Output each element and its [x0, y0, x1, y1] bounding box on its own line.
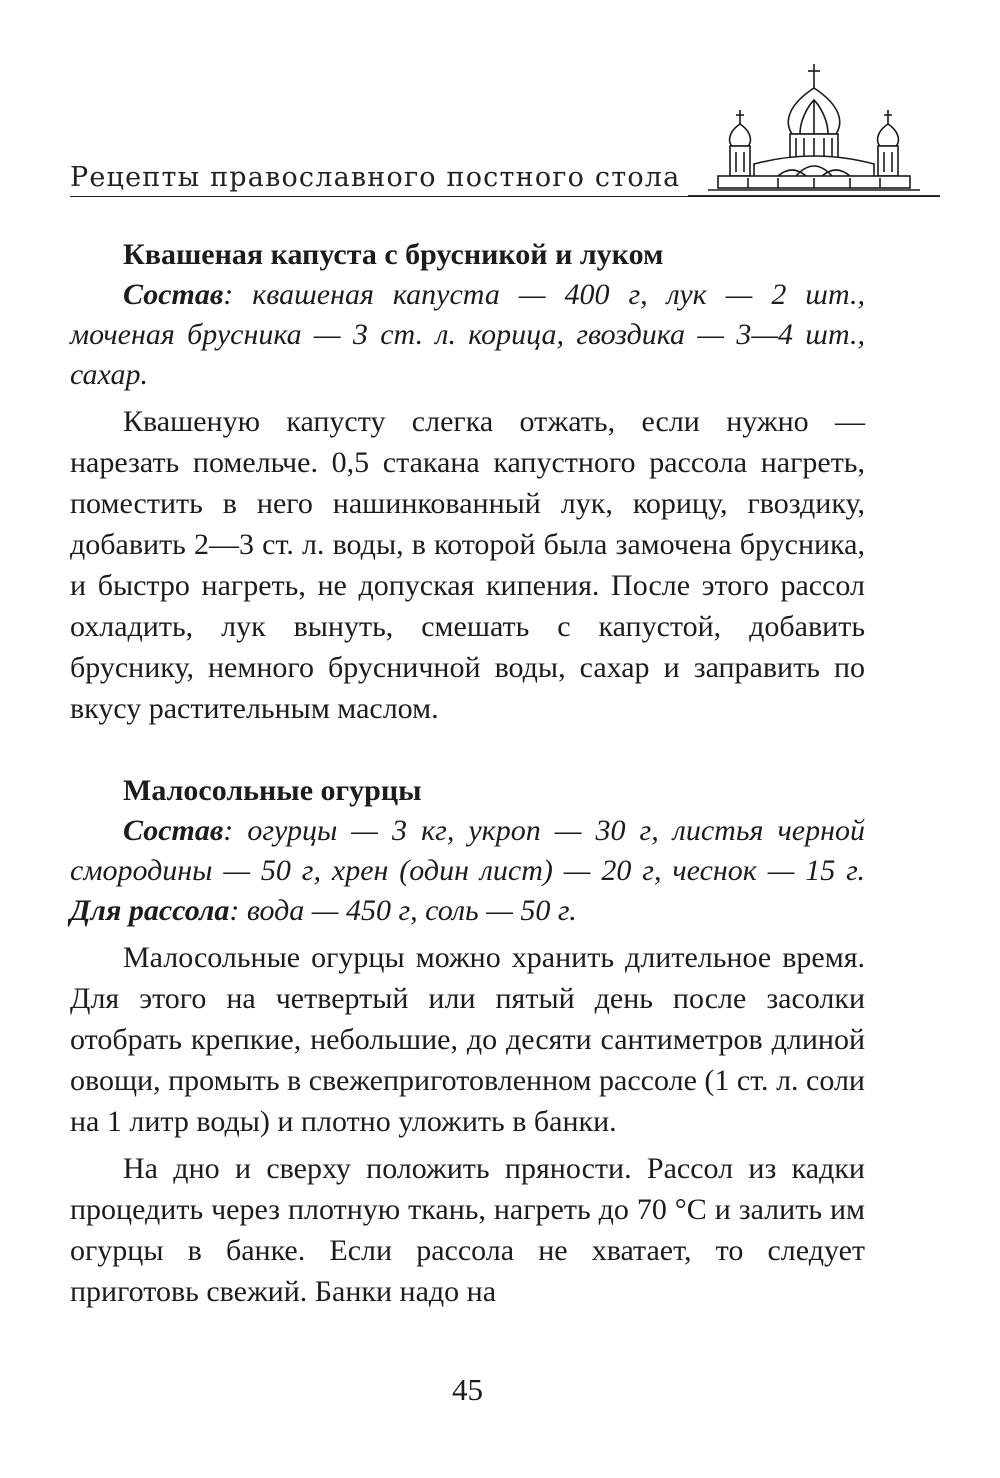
ingredients-text: : огурцы — 3 кг, укроп — 30 г, листья черной смородины — 50 г, хрен (один лист) — 20 г, чеснок — 15 г. [70, 814, 865, 887]
recipe-title: Малосольные огурцы [123, 774, 422, 807]
recipe-title: Квашеная капуста с брусникой и луком [123, 238, 664, 271]
page-header [70, 60, 940, 200]
running-title: Рецепты православного постного стола [70, 162, 681, 193]
ingredients [70, 811, 865, 931]
recipe-paragraph: На дно и сверху положить пряности. Рассол из кадки процедить через плотную ткань, нагреть до 70 °С и залить им огурцы в банке. Если рассола не хватает, то следует приготовь свежий. Банки надо на [70, 1152, 865, 1308]
ingredients [70, 275, 865, 395]
brine-label: Для рассола [70, 894, 230, 927]
ingredients-text: : квашеная капуста — 400 г, лук — 2 шт., моченая брусника — 3 ст. л. корица, гвоздика — 3—4 шт., сахар. [70, 278, 865, 391]
church-icon [688, 60, 940, 198]
ingredients-label: Состав [123, 278, 224, 311]
page-number: 45 [452, 1372, 483, 1407]
page-body [70, 235, 865, 1312]
ingredients-label: Состав [123, 814, 224, 847]
brine-text: : вода — 450 г, соль — 50 г. [229, 894, 577, 927]
recipe-paragraph: Малосольные огурцы можно хранить длительное время. Для этого на четвертый или пятый день после засолки отобрать крепкие, небольшие, до десяти сантиметров длиной овощи, промыть в свежеприготовленном рассоле (1 ст. л. соли на 1 литр воды) и плотно уложить в банки. [70, 941, 865, 1138]
recipe-paragraph: Квашеную капусту слегка отжать, если нужно — нарезать помельче. 0,5 стакана капустного рассола нагреть, поместить в него нашинкованный лук, корицу, гвоздику, добавить 2—3 ст. л. воды, в которой была замочена брусника, и быстро нагреть, не допуская кипения. После этого рассол охладить, лук вынуть, смешать с капустой, добавить бруснику, немного брусничной воды, сахар и заправить по вкусу растительным маслом. [70, 405, 865, 725]
